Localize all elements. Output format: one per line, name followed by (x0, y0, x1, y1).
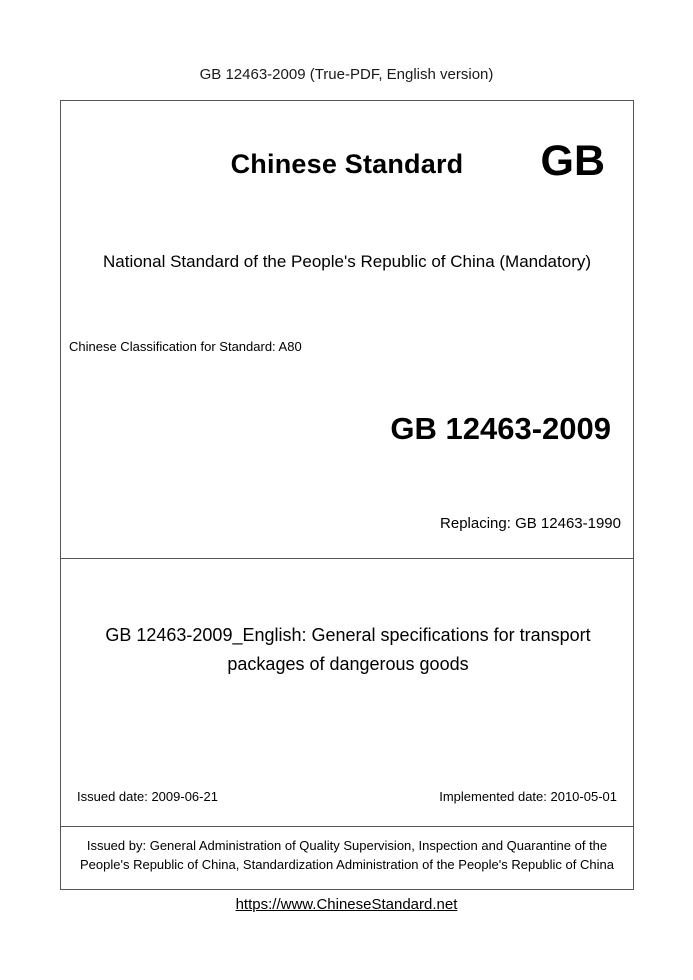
dates-row (61, 789, 633, 804)
issued-date: Issued date: 2009-06-21 (77, 789, 218, 804)
replacing-standard: Replacing: GB 12463-1990 (440, 515, 621, 532)
cover-top-section (61, 101, 633, 559)
standard-number: GB 12463-2009 (390, 411, 611, 446)
issued-by-text: Issued by: General Administration of Quality Supervision, Inspection and Quarantine of the People's Republic of China, Standardization Administration of the People's Republic of China (80, 838, 614, 872)
page-title: Chinese Standard (230, 149, 464, 179)
cover-middle-section (61, 559, 633, 827)
document-title: GB 12463-2009_English: General specifications for transport packages of dangerous goods (105, 625, 591, 674)
cover-frame (60, 100, 634, 890)
website-link[interactable]: https://www.ChineseStandard.net (235, 896, 458, 913)
national-standard-subtitle: National Standard of the People's Republic of China (Mandatory) (102, 252, 592, 271)
implemented-date: Implemented date: 2010-05-01 (439, 789, 617, 804)
classification-code: Chinese Classification for Standard: A80 (69, 339, 302, 354)
gb-logo: GB (540, 137, 605, 185)
page-header-text: GB 12463-2009 (True-PDF, English version) (199, 66, 494, 83)
